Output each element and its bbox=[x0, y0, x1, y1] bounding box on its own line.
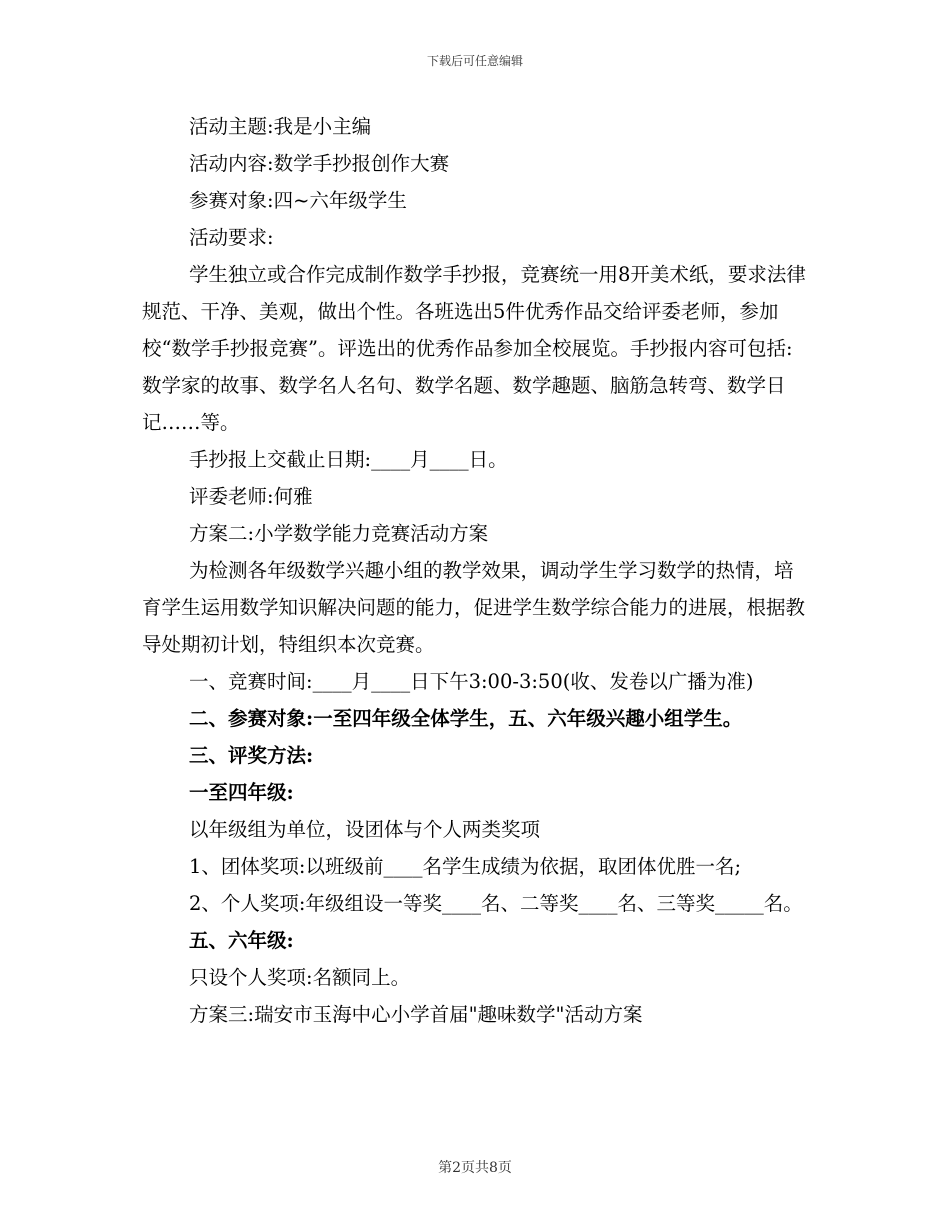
activity-theme: 活动主题:我是小主编 bbox=[189, 115, 372, 138]
grades-one-to-four-heading: 一至四年级: bbox=[189, 781, 294, 804]
grades-five-six-heading: 五、六年级: bbox=[189, 929, 294, 952]
deadline: 手抄报上交截止日期:____月____日。 bbox=[189, 448, 508, 471]
page-header: 下载后可任意编辑 bbox=[426, 54, 523, 68]
judge-teacher: 评委老师:何雅 bbox=[189, 485, 313, 508]
requirements-heading: 活动要求: bbox=[189, 226, 274, 249]
team-award: 1、团体奖项:以班级前____名学生成绩为依据，取团体优胜一名; bbox=[189, 855, 742, 878]
plan-three-title: 方案三:瑞安市玉海中心小学首届"趣味数学"活动方案 bbox=[189, 1003, 643, 1026]
page-footer: 第2页共8页 bbox=[438, 1160, 512, 1176]
award-method-heading: 三、评奖方法: bbox=[189, 744, 314, 767]
individual-award-only: 只设个人奖项:名额同上。 bbox=[189, 966, 411, 989]
plan-two-title: 方案二:小学数学能力竞赛活动方案 bbox=[189, 522, 489, 545]
activity-content: 活动内容:数学手抄报创作大赛 bbox=[189, 152, 450, 175]
competition-participants: 二、参赛对象:一至四年级全体学生，五、六年级兴趣小组学生。 bbox=[189, 707, 743, 730]
individual-award: 2、个人奖项:年级组设一等奖____名、二等奖____名、三等奖_____名。 bbox=[189, 892, 803, 915]
grade-group-awards: 以年级组为单位，设团体与个人两类奖项 bbox=[189, 818, 541, 841]
competition-time: 一、竞赛时间:____月____日下午3:00-3:50(收、发卷以广播为准) bbox=[189, 670, 754, 693]
plan-two-intro: 为检测各年级数学兴趣小组的教学效果，调动学生学习数学的热情，培育学生运用数学知识解决问题的能力，促进学生数学综合能力的进展，根据教导处期初计划，特组织本次竞赛。 bbox=[142, 559, 806, 656]
document-body bbox=[142, 108, 810, 1033]
requirements-body: 学生独立或合作完成制作数学手抄报，竞赛统一用8开美术纸，要求法律规范、干净、美观，做出个性。各班选出5件优秀作品交给评委老师，参加校“数学手抄报竞赛”。评选出的优秀作品参加全校展览。手抄报内容可包括:数学家的故事、数学名人名句、数学名题、数学趣题、脑筋急转弯、数学日记……等。 bbox=[142, 263, 806, 434]
participants: 参赛对象:四~六年级学生 bbox=[189, 189, 407, 212]
